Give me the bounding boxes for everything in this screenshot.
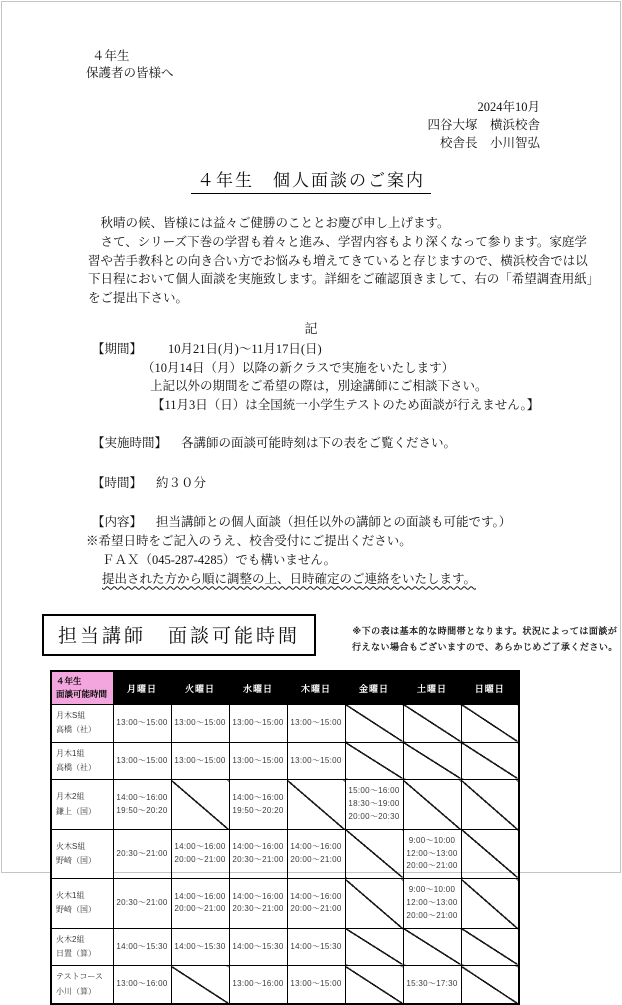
corner-grade: ４年生 [56, 676, 82, 687]
time-cell: 14:00～15:30 [113, 928, 171, 966]
grade-line: ４年生 [92, 49, 130, 63]
time-cell: 14:00～16:00 20:30～21:00 [229, 829, 287, 878]
unavailable-cell [345, 742, 403, 780]
day-header: 土曜日 [403, 671, 461, 704]
unavailable-cell [345, 928, 403, 966]
day-header: 日曜日 [461, 671, 519, 704]
addressee-block [86, 48, 620, 82]
day-header: 金曜日 [345, 671, 403, 704]
unavailable-cell [461, 780, 519, 829]
table-row [51, 966, 519, 1004]
greeting-line: 秋晴の候、皆様には益々ご健勝のこととお慶び申し上げます。 [88, 216, 450, 231]
time-cell: 13:00～15:00 [171, 742, 229, 780]
unavailable-cell [345, 966, 403, 1004]
table-row [51, 704, 519, 742]
unavailable-cell [345, 879, 403, 928]
duration-label: 【時間】 [92, 475, 143, 490]
class-teacher-label: 火木1組 野崎（国） [51, 879, 113, 928]
content-note-1: ※希望日時をご記入のうえ、校舎受付にご提出ください。 [86, 534, 412, 549]
unavailable-cell [461, 928, 519, 966]
time-cell: 15:00～16:00 18:30～19:00 20:00～20:30 [345, 780, 403, 829]
time-cell: 13:00～15:00 [171, 704, 229, 742]
signer-line: 校舎長 小川智弘 [439, 136, 540, 150]
unavailable-cell [403, 928, 461, 966]
time-cell: 20:30～21:00 [113, 879, 171, 928]
unavailable-cell [345, 829, 403, 878]
period-label: 【期間】 [92, 341, 143, 356]
intro-paragraph: さて、シリーズ下巻の学習も着々と進み、学習内容もより深くなって参ります。家庭学習や苦手教科との向き合い方でお悩みも増えてきていると存じますので、横浜校舎では以下日程において個人面談を実施致します。詳細をご確認頂きまして、右の「希望調査用紙」をご提出下さい。 [88, 234, 594, 306]
table-row [51, 742, 519, 780]
unavailable-cell [345, 704, 403, 742]
unavailable-cell [403, 704, 461, 742]
unavailable-cell [287, 780, 345, 829]
unavailable-cell [403, 780, 461, 829]
day-header: 火曜日 [171, 671, 229, 704]
period-note-3: 【11月3日（日）は全国統一小学生テストのため面談が行えません。】 [152, 398, 540, 413]
date-line: 2024年10月 [477, 99, 540, 114]
period-value: 10月21日(月)～11月17日(日) [168, 341, 322, 356]
time-cell: 13:00～15:00 [229, 704, 287, 742]
time-cell: 14:00～16:00 20:00～21:00 [287, 879, 345, 928]
time-cell: 15:30～17:30 [403, 966, 461, 1004]
implementation-time-value: 各講師の面談可能時刻は下の表をご覧ください。 [181, 435, 457, 450]
schedule-note-line-2: 行えない場合もございますので、あらかじめご了承ください。 [352, 641, 618, 652]
time-cell: 13:00～15:00 [113, 742, 171, 780]
time-cell: 13:00～15:00 [229, 742, 287, 780]
organization-line: 四谷大塚 横浜校舎 [427, 117, 540, 132]
schedule-body [51, 704, 519, 1004]
time-cell: 13:00～15:00 [287, 742, 345, 780]
table-row [51, 829, 519, 878]
schedule-box-title: 担当講師 面談可能時間 [42, 614, 316, 656]
unavailable-cell [461, 829, 519, 878]
period-note-2: 上記以外の期間をご希望の際は，別途講師にご相談下さい。 [150, 379, 488, 394]
time-cell: 13:00～15:00 [113, 704, 171, 742]
period-row [92, 340, 620, 359]
day-header: 水曜日 [229, 671, 287, 704]
ki-heading: 記 [304, 320, 318, 336]
class-teacher-label: 火木S組 野崎（国） [51, 829, 113, 878]
schedule-header-row [51, 671, 519, 704]
time-cell: 14:00～16:00 20:30～21:00 [229, 879, 287, 928]
day-header: 木曜日 [287, 671, 345, 704]
unavailable-cell [171, 966, 229, 1004]
unavailable-cell [403, 742, 461, 780]
time-cell: 13:00～15:00 [287, 966, 345, 1004]
time-cell: 14:00～16:00 20:00～21:00 [171, 829, 229, 878]
class-teacher-label: テストコース 小川（算） [51, 966, 113, 1004]
time-cell: 14:00～16:00 19:50～20:20 [113, 780, 171, 829]
addressee-line: 保護者の皆様へ [86, 65, 174, 80]
time-cell: 13:00～16:00 [229, 966, 287, 1004]
content-label: 【内容】 [92, 515, 143, 530]
schedule-table [50, 670, 520, 1005]
corner-cell [51, 671, 113, 704]
time-cell: 14:00～15:30 [287, 928, 345, 966]
class-teacher-label: 月木2組 鎌上（国） [51, 780, 113, 829]
corner-caption: 面談可能時間 [56, 689, 108, 700]
time-cell: 13:00～16:00 [113, 966, 171, 1004]
schedule-note-line-1: ※下の表は基本的な時間帯となります。状況によっては面談が [352, 626, 618, 637]
greeting-paragraph [88, 214, 594, 308]
time-cell: 14:00～16:00 20:00～21:00 [287, 829, 345, 878]
table-row [51, 879, 519, 928]
day-header: 月曜日 [113, 671, 171, 704]
time-cell: 9:00～10:00 12:00～13:00 20:00～21:00 [403, 879, 461, 928]
unavailable-cell [461, 742, 519, 780]
duration-row [92, 474, 620, 493]
table-row [51, 780, 519, 829]
class-teacher-label: 月木1組 高橋（社） [51, 742, 113, 780]
content-note-3: 提出された方から順に調整の上、日時確定のご連絡をいたします。 [102, 571, 477, 586]
content-note-2: ＦＡＸ（045-287-4285）でも構いません。 [102, 552, 337, 567]
implementation-time-row [92, 434, 620, 453]
period-note-1: （10月14日（月）以降の新クラスで実施をいたします） [142, 360, 455, 375]
time-cell: 9:00～10:00 12:00～13:00 20:00～21:00 [403, 829, 461, 878]
schedule-note [352, 624, 618, 655]
time-cell: 14:00～15:30 [229, 928, 287, 966]
class-teacher-label: 火木2組 日置（算） [51, 928, 113, 966]
content-row [92, 513, 620, 532]
unavailable-cell [461, 966, 519, 1004]
content-value: 担当講師との個人面談（担任以外の講師との面談も可能です。） [156, 515, 512, 530]
page-title: ４年生 個人面談のご案内 [191, 166, 431, 194]
time-cell: 20:30～21:00 [113, 829, 171, 878]
time-cell: 14:00～16:00 19:50～20:20 [229, 780, 287, 829]
document-page [1, 1, 621, 996]
unavailable-cell [171, 780, 229, 829]
implementation-time-label: 【実施時間】 [92, 435, 168, 450]
time-cell: 14:00～15:30 [171, 928, 229, 966]
duration-value: 約３０分 [156, 475, 207, 490]
time-cell: 14:00～16:00 20:00～21:00 [171, 879, 229, 928]
time-cell: 13:00～15:00 [287, 704, 345, 742]
sender-block [2, 98, 540, 152]
unavailable-cell [461, 879, 519, 928]
class-teacher-label: 月木S組 高橋（社） [51, 704, 113, 742]
unavailable-cell [461, 704, 519, 742]
table-row [51, 928, 519, 966]
